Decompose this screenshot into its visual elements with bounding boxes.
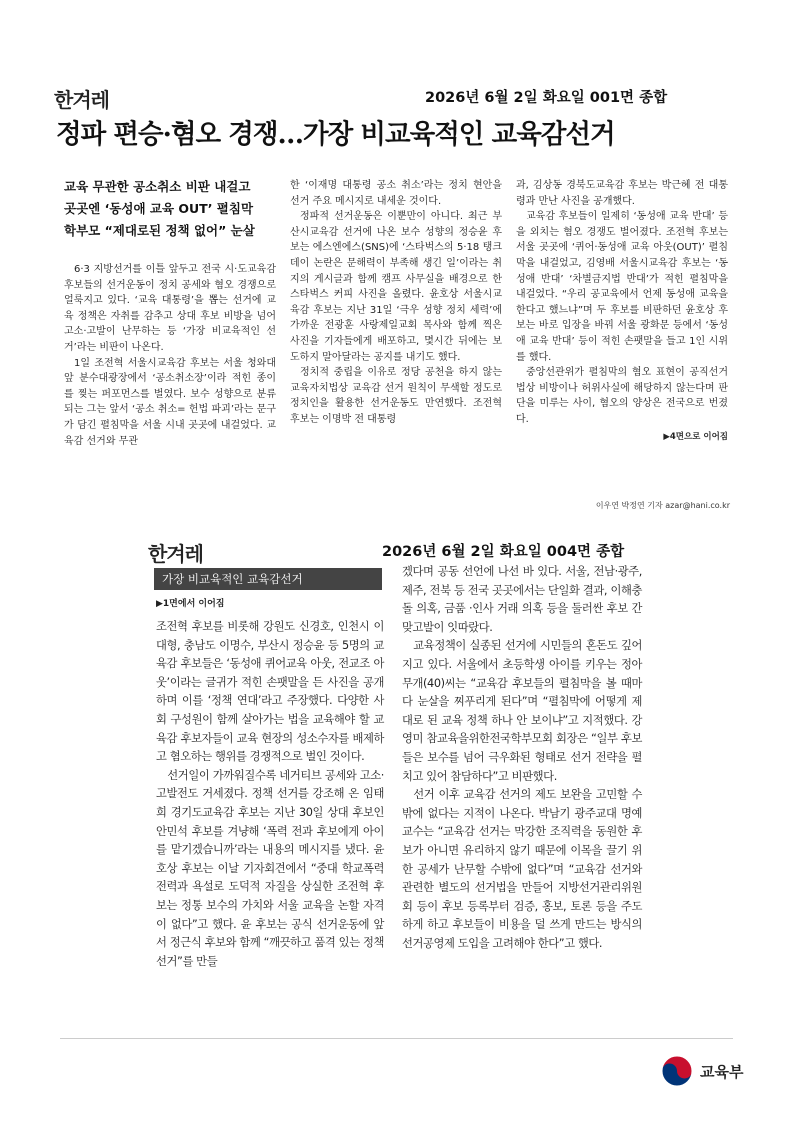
from-label: ▶1면에서 이어짐 — [156, 599, 225, 609]
footer-divider — [60, 1038, 733, 1039]
clip2-column-1 — [156, 618, 384, 971]
taegeuk-emblem-icon — [660, 1054, 694, 1088]
clip2-dateline: 2026년 6월 2일 화요일 004면 종합 — [382, 544, 625, 560]
paragraph: 겠다며 공동 선언에 나선 바 있다. 서울, 전남·광주, 제주, 전북 등 전국 곳곳에서는 단일화 결과, 이해충돌 의혹, 금품 ·인사 거래 의혹 등을 둘러싼 후보 간 맞고발이 잇따랐다. — [402, 565, 642, 634]
paragraph: 선거 이후 교육감 선거의 제도 보완을 고민할 수밖에 없다는 지적이 나온다. 박남기 광주교대 명예교수는 “교육감 선거는 막강한 조직력을 동원한 후보가 아니면 유리하지 않기 때문에 이목을 끌기 위한 공세가 난무할 수밖에 없다”며 “교육감 선거와 관련한 별도의 선거법을 만들어 지방선거관리위원회 등이 후보 등록부터 검증, 홍보, 토론 등을 주도하게 하고 후보들이 비용을 덜 쓰게 만드는 방식의 선거공영제 도입을 고려해야 한다”고 했다. — [402, 788, 642, 950]
clip2-logo: 한겨레 — [148, 542, 203, 566]
subhead-1: 교육 무관한 공소취소 비판 내걸고 — [64, 179, 251, 194]
continued-label: ▶4면으로 이어짐 — [663, 431, 728, 442]
paragraph: 선거일이 가까워질수록 네거티브 공세와 고소·고발전도 거세졌다. 정책 선거를 강조해 온 임태희 경기도교육감 후보는 지난 30일 상대 후보인 안민석 후보를 겨냥해 ‘폭력 전과 후보에게 아이를 맡기겠습니까’라는 내용의 메시지를 냈다. 윤호상 후보는 이날 기자회견에서 “중대 학교폭력 전력과 욕설로 도덕적 자질을 상실한 조전혁 후보는 정통 보수의 가치와 서울 교육을 논할 자격이 없다”고 했다. 윤 후보는 공식 선거운동에 앞서 정근식 후보와 함께 “깨끗하고 품격 있는 정책 선거”를 만들 — [156, 768, 384, 968]
paragraph: 교육정책이 실종된 선거에 시민들의 혼돈도 깊어지고 있다. 서울에서 초등학생 아이를 키우는 정아무개(40)씨는 “교육감 후보들의 펼침막을 볼 때마다 눈살을 찌푸리게 된다”며 “펼침막에 어떻게 제대로 된 교육 정책 하나 안 보이냐”고 지적했다. 강영미 참교육을위한전국학부모회 회장은 “일부 후보들은 보수를 넘어 극우화된 형태로 선거 전략을 펼치고 있어 참담하다”고 비판했다. — [402, 639, 642, 783]
section-label: 가장 비교육적인 교육감선거 — [154, 568, 382, 590]
clip1-column-3 — [516, 178, 728, 445]
paragraph: 조전혁 후보를 비롯해 강원도 신경호, 인천시 이대형, 충남도 이명수, 부산시 정승윤 등 5명의 교육감 후보들은 ‘동성애 퀴어교육 아웃, 전교조 아웃’이라는 글귀가 적힌 손팻말을 든 사진을 공개하며 이를 ‘정책 연대’라고 주장했다. 다양한 사회 구성원이 함께 살아가는 법을 교육해야 할 교육감 후보자들이 교육 현장의 성소수자를 배제하고 혐오하는 행위를 경쟁적으로 벌인 것이다. — [156, 620, 384, 764]
paragraph: 한 ‘이재명 대통령 공소 취소’라는 정치 현안을 선거 주요 메시지로 내세운 것이다. — [290, 180, 502, 207]
clip1-column-2 — [290, 178, 502, 428]
ministry-name: 교육부 — [700, 1063, 744, 1081]
paragraph: 교육감 후보들이 일제히 ‘동성애 교육 반대’ 등을 외치는 혐오 경쟁도 벌어졌다. 조전혁 후보는 서울 곳곳에 ‘퀴어·동성애 교육 아웃(OUT)’ 펼침막을 내걸었고, 김영배 서울시교육감 후보는 ‘동성애 반대’ ‘차별금지법 반대’가 적힌 펼침막을 내걸었다. “우리 공교육에서 언제 동성애 교육을 한다고 했느냐”며 두 후보를 비판하던 윤호상 후보는 바로 입장을 바꿔 서울 광화문 등에서 ‘동성애 교육 반대’ 등이 적힌 손팻말을 들고 1인 시위를 했다. — [516, 211, 728, 363]
clip1-column-1 — [64, 262, 276, 449]
clip1-logo: 한겨레 — [54, 88, 109, 112]
clip1-dateline: 2026년 6월 2일 화요일 001면 종합 — [425, 90, 668, 106]
clip1-headline: 정파 편승·혐오 경쟁…가장 비교육적인 교육감선거 — [56, 119, 615, 150]
clip1-subheads — [64, 176, 284, 242]
subhead-2: 곳곳엔 ‘동성애 교육 OUT’ 펼침막 — [64, 201, 254, 216]
clip1-byline: 이우연 박정연 기자 azar@hani.co.kr — [595, 501, 730, 510]
clip2-column-2 — [402, 563, 642, 953]
paragraph: 정치적 중립을 이유로 정당 공천을 하지 않는 교육자치법상 교육감 선거 원칙이 무색할 정도로 정치인을 활용한 선거운동도 만연했다. 조전혁 후보는 이명박 전 대통령 — [290, 367, 502, 425]
paragraph: 6·3 지방선거를 이틀 앞두고 전국 시·도교육감 후보들의 선거운동이 정치 공세와 혐오 경쟁으로 얼룩지고 있다. ‘교육 대통령’을 뽑는 선거에 교육 정책은 자취를 감추고 상대 후보 비방을 넘어 고소·고발이 난무하는 등 ‘가장 비교육적인 선거’라는 비판이 나온다. — [64, 264, 276, 353]
paragraph: 정파적 선거운동은 이뿐만이 아니다. 최근 부산시교육감 선거에 나온 보수 성향의 정승윤 후보는 에스엔에스(SNS)에 ‘스타벅스의 5·18 탱크데이 논란은 문해력이 부족해 생긴 일’이라는 취지의 게시글과 함께 캠프 사무실을 배경으로 한 스타벅스 커피 사진을 올렸다. 윤호상 서울시교육감 후보는 지난 31일 ‘극우 성향 정치 세력’에 가까운 전광훈 사랑제일교회 목사와 함께 찍은 사진을 기자들에게 배포하고, 몇시간 뒤에는 보도하지 말아달라는 공지를 내기도 했다. — [290, 211, 502, 363]
paragraph: 과, 김상동 경북도교육감 후보는 박근혜 전 대통령과 만난 사진을 공개했다. — [516, 180, 728, 207]
paragraph: 중앙선관위가 펼침막의 혐오 표현이 공직선거법상 비방이나 허위사실에 해당하지 않는다며 판단을 미루는 사이, 혐오의 양상은 전국으로 번졌다. — [516, 367, 728, 425]
paragraph: 1일 조전혁 서울시교육감 후보는 서울 청와대 앞 분수대광장에서 ‘공소취소장’이라 적힌 종이를 찢는 퍼포먼스를 벌였다. 보수 성향으로 분류되는 그는 앞서 ‘공소 취소= 헌법 파괴’라는 문구가 담긴 펼침막을 서울 시내 곳곳에 내걸었다. 교육감 선거와 무관 — [64, 357, 276, 447]
subhead-3: 학부모 “제대로된 정책 없어” 눈살 — [64, 223, 255, 238]
